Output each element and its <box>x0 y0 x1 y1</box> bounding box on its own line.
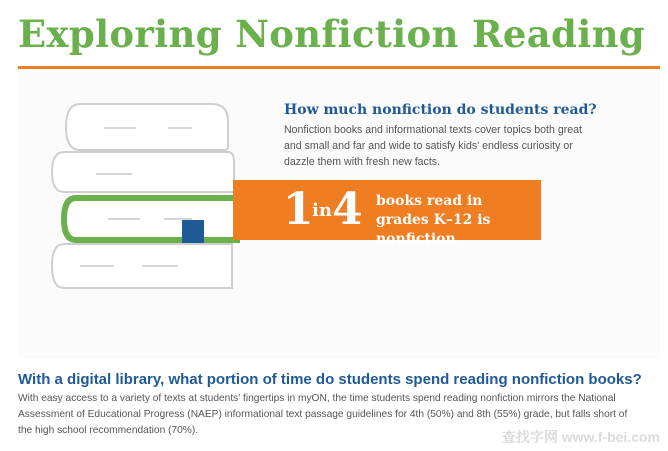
stat-joiner: in <box>312 200 332 221</box>
page-title: Exploring Nonfiction Reading <box>18 12 645 56</box>
book-bottom <box>52 244 232 288</box>
stat-banner <box>233 180 541 247</box>
stat-caption: books read in grades K–12 is nonfiction. <box>376 193 491 247</box>
book-top <box>66 104 228 150</box>
book-stack-illustration <box>40 92 240 292</box>
digital-library-body: With easy access to a variety of texts at students' fingertips in myON, the time students spend reading nonfiction mirrors the National Assessment of Educational Progress (NAEP) informational text passage guidelines for 4th (50%) and 8th (55%) grade, but falls short of the high school recommendation (70%). <box>18 393 628 436</box>
title-divider <box>18 66 660 69</box>
nonfiction-question-body: Nonfiction books and informational texts cover topics both great and small and far and wide to satisfy kids' endless curiosity or dazzle them with fresh new facts. <box>284 124 582 168</box>
digital-library-heading: With a digital library, what portion of time do students spend reading nonfiction books? <box>18 371 642 388</box>
nonfiction-question-heading: How much nonfiction do students read? <box>284 102 597 118</box>
stat-numerator: 1 <box>283 184 314 235</box>
watermark: 查找字网 www.f-bei.com <box>501 429 660 445</box>
stat-denominator: 4 <box>332 184 363 235</box>
book-highlighted <box>64 198 240 240</box>
book-second <box>52 152 234 192</box>
